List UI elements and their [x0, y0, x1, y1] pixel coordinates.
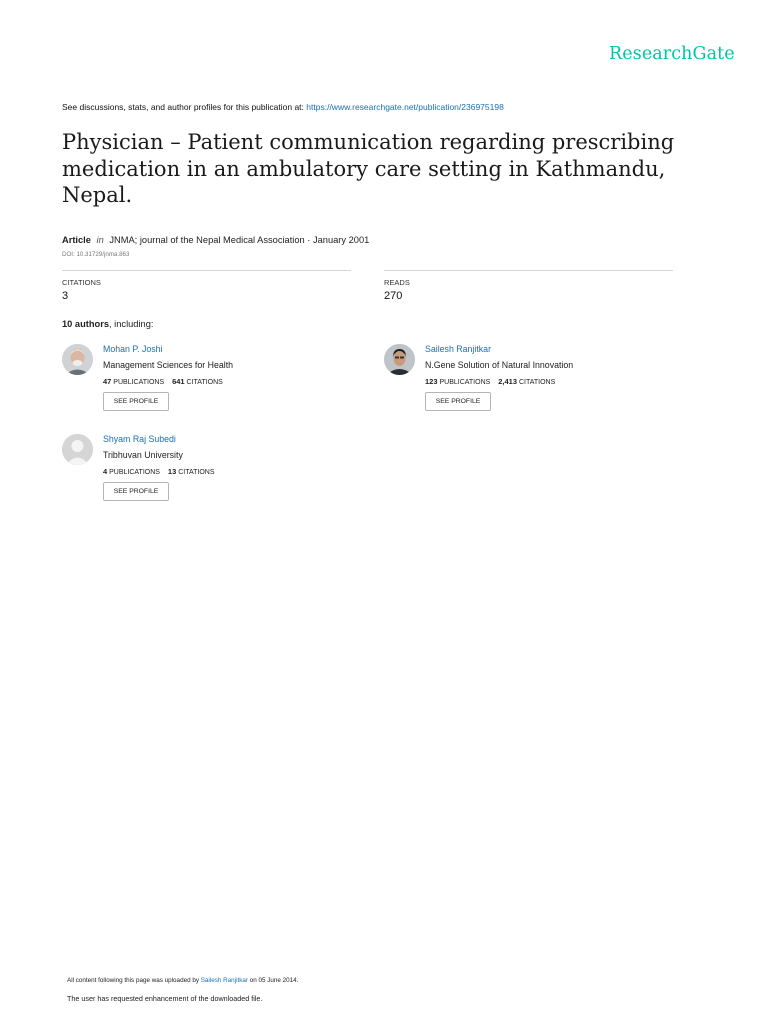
- journal-and-date: JNMA; journal of the Nepal Medical Association · January 2001: [109, 235, 370, 245]
- author-citations-count: 13: [167, 467, 177, 476]
- author-stats: [103, 377, 223, 386]
- see-profile-button[interactable]: SEE PROFILE: [425, 392, 491, 411]
- author-institution: N.Gene Solution of Natural Innovation: [425, 360, 574, 370]
- citations-value: 3: [62, 290, 69, 302]
- author-citations-label: CITATIONS: [178, 469, 215, 476]
- author-citations-label: CITATIONS: [186, 379, 223, 386]
- upload-note: [67, 977, 298, 984]
- see-profile-button[interactable]: SEE PROFILE: [103, 482, 169, 501]
- authors-including: , including:: [109, 319, 154, 329]
- in-word: in: [96, 235, 104, 245]
- author-card: [62, 434, 362, 514]
- authors-heading: [62, 319, 153, 329]
- see-discussions-line: [62, 102, 504, 112]
- doi: DOI: 10.31729/jnma.863: [62, 251, 130, 258]
- publication-type: Article: [62, 235, 91, 245]
- authors-count: 10 authors: [62, 319, 110, 329]
- researchgate-logo[interactable]: ResearchGate: [609, 44, 735, 64]
- author-institution: Tribhuvan University: [103, 450, 183, 460]
- author-photo-avatar[interactable]: [384, 344, 415, 375]
- author-publications-label: PUBLICATIONS: [439, 379, 491, 386]
- author-publications-label: PUBLICATIONS: [113, 379, 165, 386]
- reads-divider: [384, 270, 673, 271]
- author-publications-count: 47: [103, 377, 112, 386]
- author-card: [384, 344, 684, 424]
- author-publications-count: 4: [103, 467, 108, 476]
- author-name-link[interactable]: Sailesh Ranjitkar: [425, 344, 492, 354]
- author-institution: Management Sciences for Health: [103, 360, 234, 370]
- author-citations-count: 641: [172, 377, 185, 386]
- author-stats: [103, 467, 215, 476]
- upload-suffix: on 05 June 2014.: [249, 977, 299, 984]
- citations-label: CITATIONS: [62, 278, 101, 287]
- author-citations-label: CITATIONS: [518, 379, 556, 386]
- uploader-link[interactable]: Sailesh Ranjitkar: [200, 977, 248, 984]
- see-discussions-text: See discussions, stats, and author profiles for this publication at:: [62, 102, 304, 112]
- see-profile-button[interactable]: SEE PROFILE: [103, 392, 169, 411]
- author-photo-avatar[interactable]: [62, 344, 93, 375]
- default-user-avatar-icon[interactable]: [62, 434, 93, 465]
- author-publications-count: 123: [425, 377, 438, 386]
- publication-title: Physician – Patient communication regarding prescribing medication in an ambulatory care setting in Kathmandu, Nepal.: [62, 130, 675, 207]
- publication-url-link[interactable]: https://www.researchgate.net/publication/236975198: [306, 102, 504, 112]
- author-stats: [425, 377, 555, 386]
- author-citations-count: 2,413: [498, 377, 518, 386]
- publication-meta: [62, 235, 369, 245]
- citations-divider: [62, 270, 351, 271]
- author-name-link[interactable]: Shyam Raj Subedi: [103, 434, 176, 444]
- reads-value: 270: [384, 290, 403, 302]
- author-card: [62, 344, 362, 424]
- enhancement-note: The user has requested enhancement of the downloaded file.: [67, 994, 263, 1003]
- upload-prefix: All content following this page was uploaded by: [67, 977, 199, 984]
- author-publications-label: PUBLICATIONS: [109, 469, 160, 476]
- reads-label: READS: [384, 278, 410, 287]
- author-name-link[interactable]: Mohan P. Joshi: [103, 344, 163, 354]
